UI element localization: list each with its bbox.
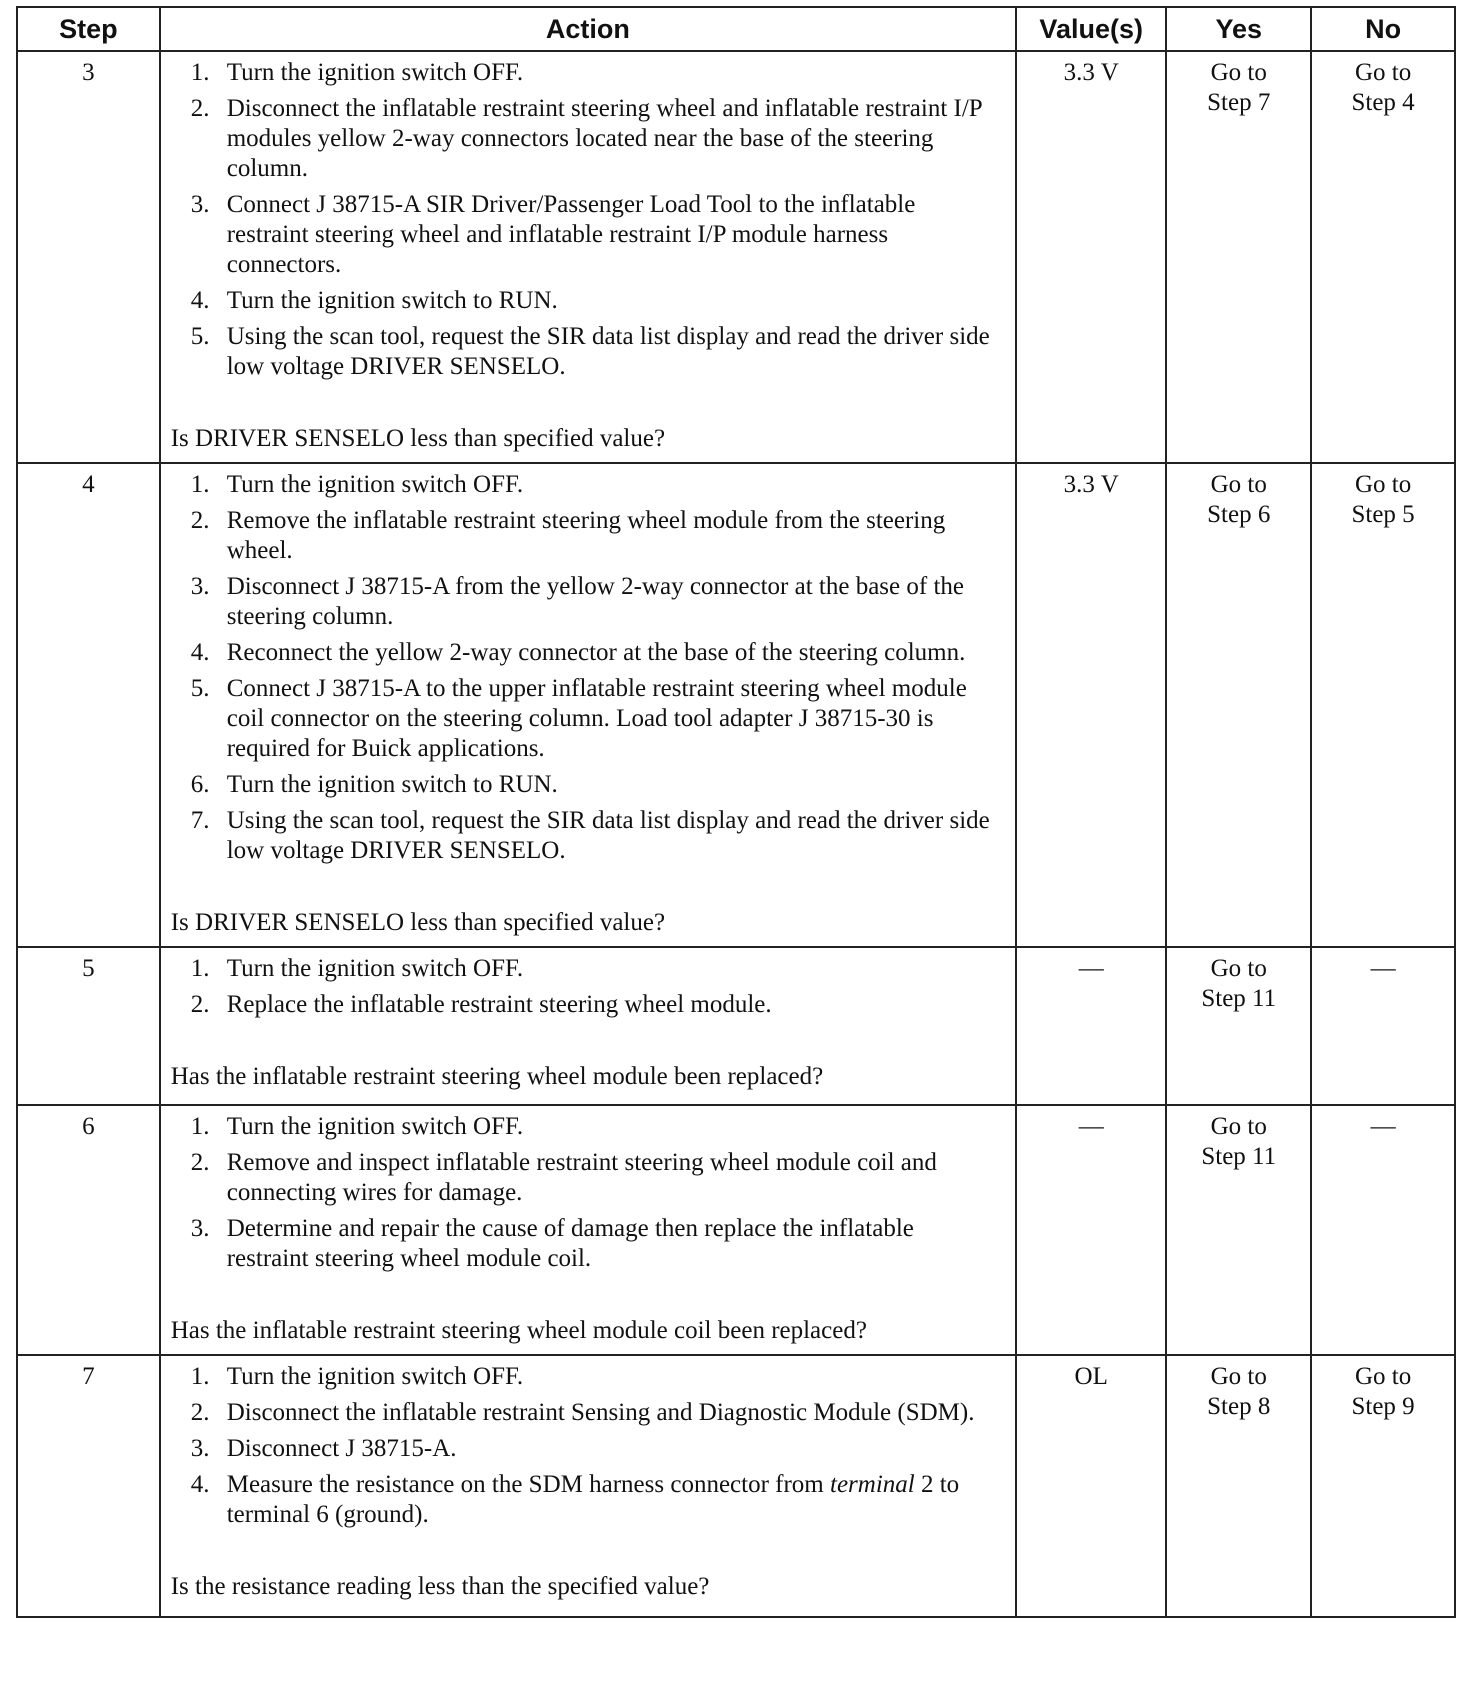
action-steps	[171, 58, 999, 382]
action-steps	[171, 1112, 999, 1274]
action-step: 3. Disconnect J 38715-A from the yellow 2-way connector at the base of the steering column.	[190, 573, 964, 630]
no-cell: Go to Step 4	[1311, 51, 1455, 463]
action-steps	[171, 954, 999, 1020]
action-step: 5. Connect J 38715-A to the upper inflatable restraint steering wheel module coil connector on the steering column. Load tool adapter J 38715-30 is required for Buick applications.	[190, 675, 967, 762]
no-cell: —	[1311, 947, 1455, 1105]
header-values: Value(s)	[1016, 7, 1166, 51]
table-header-row	[17, 7, 1455, 51]
yes-cell: Go to Step 8	[1166, 1355, 1311, 1617]
action-step: 3. Connect J 38715-A SIR Driver/Passenger Load Tool to the inflatable restraint steering wheel and inflatable restraint I/P module harness connectors.	[190, 191, 916, 278]
step-number: 6	[17, 1105, 160, 1355]
action-step: 3. Determine and repair the cause of damage then replace the inflatable restraint steering wheel module coil.	[190, 1215, 914, 1272]
yes-cell: Go to Step 6	[1166, 463, 1311, 947]
action-cell	[160, 1105, 1016, 1355]
table-row-step-4	[17, 463, 1455, 947]
step-number: 5	[17, 947, 160, 1105]
action-cell	[160, 947, 1016, 1105]
table-row-step-7	[17, 1355, 1455, 1617]
action-step: 1. Turn the ignition switch OFF.	[190, 1113, 524, 1140]
action-step: 1. Turn the ignition switch OFF.	[190, 1363, 524, 1390]
action-step: 1. Turn the ignition switch OFF.	[190, 59, 524, 86]
action-steps	[171, 1362, 999, 1530]
question-text: Has the inflatable restraint steering wheel module coil been replaced?	[170, 1317, 867, 1344]
action-step: 7. Using the scan tool, request the SIR data list display and read the driver side low voltage DRIVER SENSELO.	[190, 807, 990, 864]
action-step: 1. Turn the ignition switch OFF.	[190, 471, 524, 498]
question-text: Has the inflatable restraint steering wheel module been replaced?	[170, 1063, 824, 1090]
question-text: Is the resistance reading less than the specified value?	[170, 1573, 710, 1600]
no-cell: Go to Step 5	[1311, 463, 1455, 947]
action-step: 4. Turn the ignition switch to RUN.	[190, 287, 558, 314]
step-number: 7	[17, 1355, 160, 1617]
action-step: 3. Disconnect J 38715-A.	[190, 1435, 457, 1462]
action-cell	[160, 1355, 1016, 1617]
step-number: 4	[17, 463, 160, 947]
header-step: Step	[17, 7, 160, 51]
yes-cell: Go to Step 11	[1166, 1105, 1311, 1355]
action-step: 4. Measure the resistance on the SDM harness connector from terminal 2 to terminal 6 (ground).	[190, 1471, 960, 1528]
action-step: 2. Remove and inspect inflatable restraint steering wheel module coil and connecting wires for damage.	[190, 1149, 937, 1206]
header-action: Action	[160, 7, 1016, 51]
no-cell: —	[1311, 1105, 1455, 1355]
action-step: 1. Turn the ignition switch OFF.	[190, 955, 524, 982]
value-cell: 3.3 V	[1016, 463, 1166, 947]
value-cell: OL	[1016, 1355, 1166, 1617]
value-cell: —	[1016, 947, 1166, 1105]
action-step: 2. Remove the inflatable restraint steering wheel module from the steering wheel.	[190, 507, 946, 564]
value-cell: 3.3 V	[1016, 51, 1166, 463]
action-step: 2. Disconnect the inflatable restraint steering wheel and inflatable restraint I/P modules yellow 2-way connectors located near the base of the steering column.	[190, 95, 982, 182]
yes-cell: Go to Step 7	[1166, 51, 1311, 463]
question-text: Is DRIVER SENSELO less than specified value?	[170, 425, 666, 452]
table-row-step-3	[17, 51, 1455, 463]
yes-cell: Go to Step 11	[1166, 947, 1311, 1105]
table-row-step-5	[17, 947, 1455, 1105]
no-cell: Go to Step 9	[1311, 1355, 1455, 1617]
action-step: 5. Using the scan tool, request the SIR data list display and read the driver side low voltage DRIVER SENSELO.	[190, 323, 990, 380]
header-yes: Yes	[1166, 7, 1311, 51]
diagnostic-table	[16, 6, 1456, 1618]
action-cell	[160, 463, 1016, 947]
question-text: Is DRIVER SENSELO less than specified value?	[170, 909, 666, 936]
diagnostic-document	[16, 6, 1456, 1618]
action-step: 2. Replace the inflatable restraint steering wheel module.	[190, 991, 772, 1018]
action-steps	[171, 470, 999, 866]
header-no: No	[1311, 7, 1455, 51]
value-cell: —	[1016, 1105, 1166, 1355]
table-row-step-6	[17, 1105, 1455, 1355]
action-step: 4. Reconnect the yellow 2-way connector at the base of the steering column.	[190, 639, 966, 666]
action-step: 2. Disconnect the inflatable restraint Sensing and Diagnostic Module (SDM).	[190, 1399, 975, 1426]
action-cell	[160, 51, 1016, 463]
action-step: 6. Turn the ignition switch to RUN.	[190, 771, 558, 798]
step-number: 3	[17, 51, 160, 463]
